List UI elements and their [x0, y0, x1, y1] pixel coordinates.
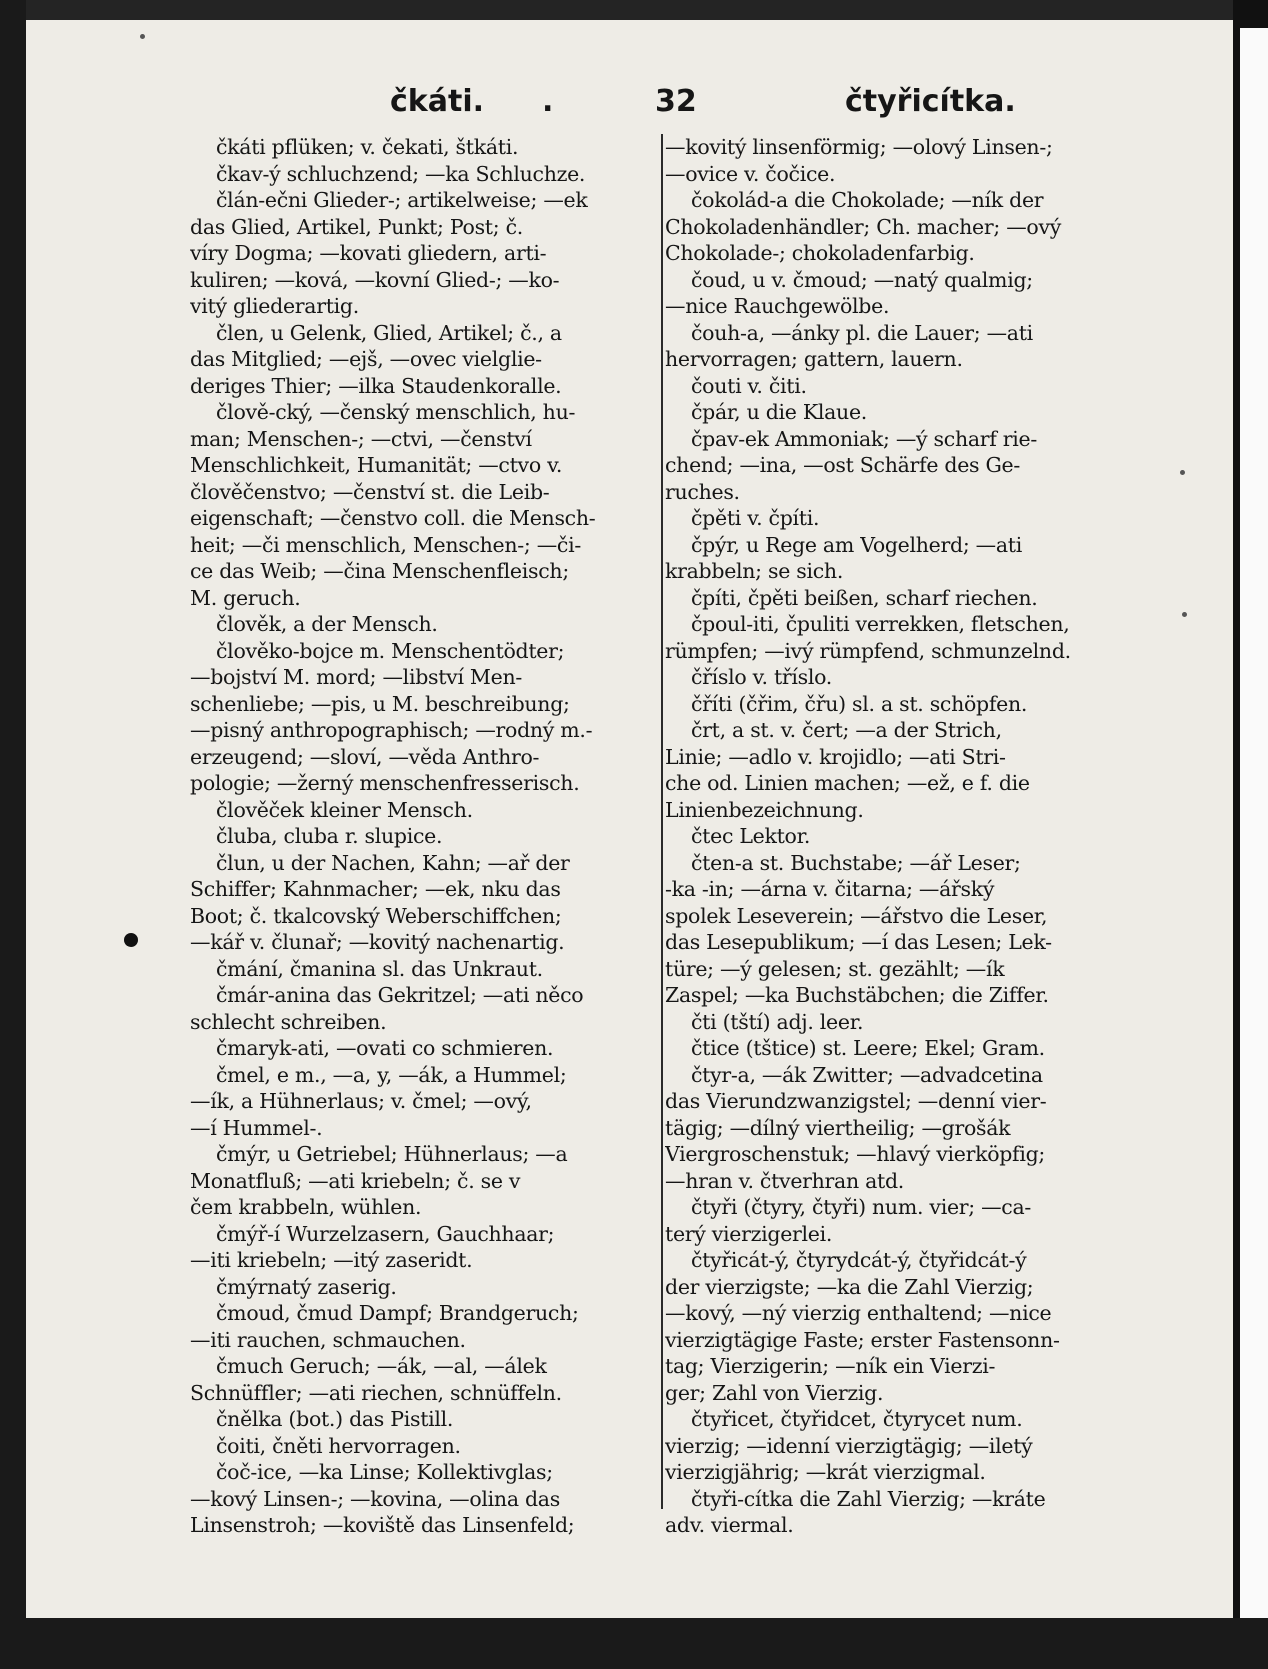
- left-column: [190, 134, 646, 1539]
- right-column-line: čouh-a, —ánky pl. die Lauer; —ati: [691, 320, 1033, 345]
- running-head: [190, 84, 1016, 124]
- left-column-line: Schiffer; Kahnmacher; —ek, nku das: [190, 877, 561, 901]
- left-column-line: —pisný anthropographisch; —rodný m.-: [190, 718, 593, 742]
- right-column-line: Linienbezeichnung.: [665, 797, 864, 822]
- left-column-line: Boot; č. tkalcovský Weberschiffchen;: [190, 903, 562, 928]
- right-column-line: Zaspel; —ka Buchstäbchen; die Ziffer.: [665, 983, 1049, 1007]
- left-column-line: člán-ečni Glieder-; artikelweise; —ek: [216, 188, 588, 212]
- left-column-line: čoiti, čněti hervorragen.: [216, 1433, 461, 1458]
- left-column-line: pologie; —žerný menschenfresserisch.: [190, 771, 580, 795]
- right-column-line: hervorragen; gattern, lauern.: [665, 347, 963, 371]
- right-column-line: čpár, u die Klaue.: [691, 400, 867, 424]
- right-column-line: der vierzigste; —ka die Zahl Vierzig;: [665, 1274, 1034, 1299]
- left-column-line: Monatfluß; —ati kriebeln; č. se v: [190, 1168, 521, 1193]
- right-column-line: čtyři (čtyry, čtyři) num. vier; —ca-: [691, 1195, 1032, 1219]
- left-column-line: Linsenstroh; —koviště das Linsenfeld;: [190, 1513, 575, 1537]
- scan-border-top: [0, 0, 1233, 20]
- right-column-line: čokolád-a die Chokolade; —ník der: [691, 188, 1044, 212]
- right-column-line: —hran v. čtverhran atd.: [665, 1168, 905, 1193]
- page-number: 32: [655, 84, 697, 119]
- right-column-line: —kový, —ný vierzig enthaltend; —nice: [665, 1301, 1052, 1325]
- facing-page-edge: [1240, 28, 1268, 1628]
- left-column-line: Menschlichkeit, Humanität; —ctvo v.: [190, 453, 563, 477]
- right-column-line: rümpfen; —ivý rümpfend, schmunzelnd.: [665, 638, 1071, 663]
- right-column-line: čříti (čřim, čřu) sl. a st. schöpfen.: [691, 691, 1028, 716]
- left-column-line: deriges Thier; —ilka Staudenkoralle.: [190, 373, 562, 398]
- left-column-line: eigenschaft; —čenstvo coll. die Mensch-: [190, 506, 596, 530]
- right-column-line: —kovitý linsenförmig; —olový Linsen-;: [665, 135, 1053, 159]
- right-column-line: chend; —ina, —ost Schärfe des Ge-: [665, 453, 1021, 477]
- right-column-line: čpoul-iti, čpuliti verrekken, fletschen,: [691, 612, 1070, 636]
- margin-mark: [124, 933, 138, 947]
- right-column-line: das Lesepublikum; —í das Lesen; Lek-: [665, 930, 1052, 954]
- right-column-line: čtyřicát-ý, čtyrydcát-ý, čtyřidcát-ý: [691, 1248, 1027, 1272]
- right-column-line: čouti v. čiti.: [691, 373, 807, 398]
- left-column-line: čmel, e m., —a, y, —ák, a Hummel;: [216, 1062, 567, 1087]
- right-column-line: črt, a st. v. čert; —a der Strich,: [691, 718, 1002, 742]
- right-column-line: —ovice v. čočice.: [665, 161, 836, 186]
- right-column-line: čtyři-cítka die Zahl Vierzig; —kráte: [691, 1486, 1046, 1511]
- right-column-line: tag; Vierzigerin; —ník ein Vierzi-: [665, 1354, 996, 1378]
- right-column: [665, 134, 1121, 1539]
- right-column-line: —nice Rauchgewölbe.: [665, 294, 890, 318]
- right-column-line: čpíti, čpěti beißen, scharf riechen.: [691, 585, 1038, 610]
- left-column-line: čmár-anina das Gekritzel; —ati něco: [216, 983, 584, 1007]
- left-column-line: —kový Linsen-; —kovina, —olina das: [190, 1486, 560, 1511]
- right-column-line: vierzigjährig; —krát vierzigmal.: [665, 1460, 986, 1484]
- left-column-line: —kář v. člunař; —kovitý nachenartig.: [190, 930, 565, 954]
- right-column-line: čpýr, u Rege am Vogelherd; —ati: [691, 532, 1022, 557]
- right-column-line: čti (tští) adj. leer.: [691, 1009, 864, 1034]
- left-column-line: schlecht schreiben.: [190, 1009, 387, 1034]
- left-column-line: člun, u der Nachen, Kahn; —ař der: [216, 850, 570, 875]
- left-column-line: člověk, a der Mensch.: [216, 612, 438, 636]
- header-left-word: čkáti.: [390, 84, 484, 119]
- left-column-line: člověko-bojce m. Menschentödter;: [216, 638, 565, 663]
- right-column-line: čtec Lektor.: [691, 824, 811, 848]
- left-column-line: —ík, a Hühnerlaus; v. čmel; —ový,: [190, 1089, 532, 1113]
- left-column-line: M. geruch.: [190, 585, 301, 610]
- header-right-word: čtyřicítka.: [845, 84, 1016, 119]
- left-column-line: člen, u Gelenk, Glied, Artikel; č., a: [216, 320, 562, 345]
- right-column-line: che od. Linien machen; —ež, e f. die: [665, 771, 1030, 795]
- right-column-line: krabbeln; se sich.: [665, 559, 844, 583]
- right-column-line: čoud, u v. čmoud; —natý qualmig;: [691, 267, 1033, 292]
- right-column-line: ger; Zahl von Vierzig.: [665, 1380, 884, 1405]
- right-column-line: čpěti v. čpíti.: [691, 506, 820, 530]
- column-divider: [661, 134, 663, 1509]
- left-column-line: —iti rauchen, schmauchen.: [190, 1327, 466, 1352]
- left-column-line: čmýrnatý zaserig.: [216, 1274, 397, 1299]
- left-column-line: —í Hummel-.: [190, 1115, 323, 1140]
- right-column-line: čtyr-a, —ák Zwitter; —advadcetina: [691, 1062, 1043, 1087]
- left-column-line: ce das Weib; —čina Menschenfleisch;: [190, 559, 569, 583]
- right-column-line: čtice (tštice) st. Leere; Ekel; Gram.: [691, 1036, 1045, 1060]
- header-separator: .: [542, 84, 554, 119]
- right-column-line: čten-a st. Buchstabe; —ář Leser;: [691, 850, 1021, 875]
- right-column-line: das Vierundzwanzigstel; —denní vier-: [665, 1089, 1047, 1113]
- right-column-line: ruches.: [665, 479, 740, 504]
- left-column-line: vitý gliederartig.: [190, 294, 359, 318]
- right-column-line: türe; —ý gelesen; st. gezählt; —ík: [665, 956, 1005, 981]
- right-column-line: spolek Leseverein; —ářstvo die Leser,: [665, 903, 1048, 928]
- left-column-line: čnělka (bot.) das Pistill.: [216, 1407, 454, 1431]
- left-column-line: kuliren; —ková, —kovní Glied-; —ko-: [190, 267, 560, 292]
- left-column-line: člově-cký, —čenský menschlich, hu-: [216, 400, 576, 424]
- right-column-line: čpav-ek Ammoniak; —ý scharf rie-: [691, 426, 1037, 451]
- right-column-line: vierzig; —idenní vierzigtägig; —iletý: [665, 1433, 1033, 1458]
- scan-speck: [1180, 470, 1185, 475]
- left-column-line: schenliebe; —pis, u M. beschreibung;: [190, 691, 570, 716]
- right-column-line: vierzigtägige Faste; erster Fastensonn-: [665, 1327, 1060, 1352]
- left-column-line: erzeugend; —sloví, —věda Anthro-: [190, 744, 540, 769]
- right-column-line: čtyřicet, čtyřidcet, čtyrycet num.: [691, 1407, 1023, 1431]
- scan-border-bottom: [0, 1618, 1268, 1669]
- left-column-line: čluba, cluba r. slupice.: [216, 824, 443, 848]
- left-column-line: čmoud, čmud Dampf; Brandgeruch;: [216, 1301, 579, 1325]
- left-column-line: —iti kriebeln; —itý zaseridt.: [190, 1248, 473, 1272]
- left-column-line: čkav-ý schluchzend; —ka Schluchze.: [216, 161, 586, 186]
- left-column-line: čmání, čmanina sl. das Unkraut.: [216, 956, 543, 981]
- left-column-line: člověček kleiner Mensch.: [216, 797, 473, 822]
- right-column-line: Chokoladenhändler; Ch. macher; —ový: [665, 214, 1062, 239]
- left-column-line: čmaryk-ati, —ovati co schmieren.: [216, 1036, 554, 1060]
- left-column-line: Schnüffler; —ati riechen, schnüffeln.: [190, 1380, 562, 1405]
- left-column-line: čem krabbeln, wühlen.: [190, 1195, 422, 1219]
- left-column-line: —bojství M. mord; —libství Men-: [190, 665, 522, 689]
- left-column-line: man; Menschen-; —ctvi, —čenství: [190, 426, 532, 451]
- scan-speck: [140, 34, 145, 39]
- left-column-line: čmuch Geruch; —ák, —al, —álek: [216, 1354, 547, 1378]
- left-column-line: das Mitglied; —ejš, —ovec vielglie-: [190, 347, 542, 371]
- left-column-line: člověčenstvo; —čenství st. die Leib-: [190, 479, 550, 504]
- left-column-line: čmýř-í Wurzelzasern, Gauchhaar;: [216, 1221, 555, 1246]
- right-column-line: Linie; —adlo v. krojidlo; —ati Stri-: [665, 744, 1006, 769]
- scan-border-left: [0, 0, 26, 1669]
- left-column-line: čoč-ice, —ka Linse; Kollektivglas;: [216, 1460, 553, 1484]
- right-column-line: Viergroschenstuk; —hlavý vierköpfig;: [665, 1142, 1046, 1166]
- right-column-line: čříslo v. tříslo.: [691, 665, 833, 689]
- left-column-line: das Glied, Artikel, Punkt; Post; č.: [190, 214, 523, 239]
- left-column-line: heit; —či menschlich, Menschen-; —či-: [190, 532, 581, 557]
- right-column-line: adv. viermal.: [665, 1513, 794, 1537]
- left-column-line: čkáti pflüken; v. čekati, štkáti.: [216, 135, 519, 159]
- left-column-line: víry Dogma; —kovati gliedern, arti-: [190, 241, 547, 265]
- right-column-line: tägig; —dílný viertheilig; —grošák: [665, 1115, 1011, 1140]
- right-column-line: terý vierzigerlei.: [665, 1221, 833, 1246]
- scan-speck: [1182, 612, 1187, 617]
- right-column-line: -ka -in; —árna v. čitarna; —ářský: [665, 877, 995, 901]
- right-column-line: Chokolade-; chokoladenfarbig.: [665, 241, 975, 265]
- left-column-line: čmýr, u Getriebel; Hühnerlaus; —a: [216, 1142, 568, 1166]
